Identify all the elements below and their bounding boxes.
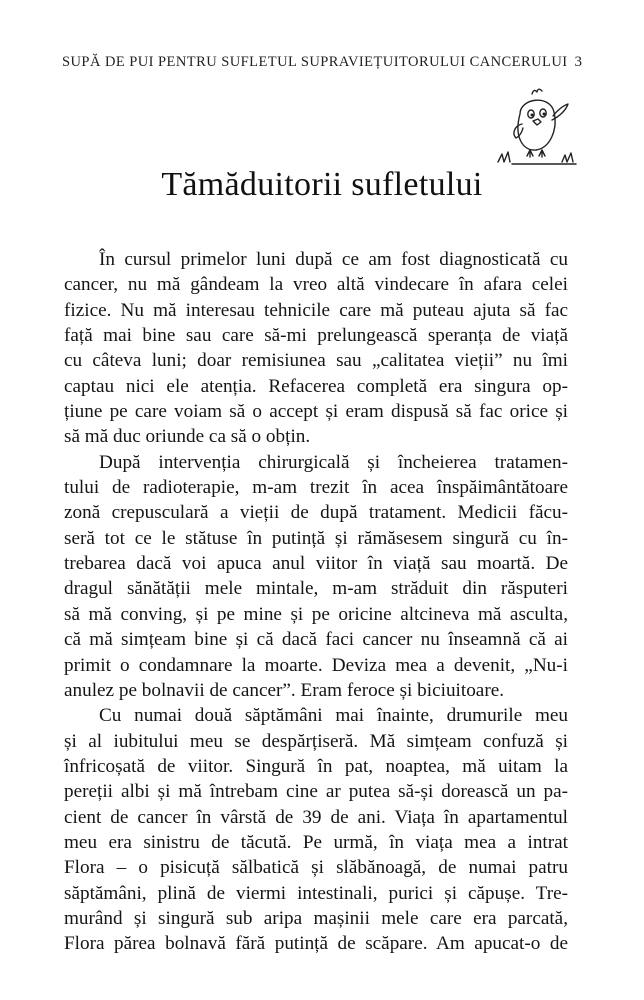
body-line: trebarea dacă voi apuca anul viitor în viață sau moartă. De xyxy=(64,553,568,575)
body-line: cancer, nu mă gândeam la vreo altă vindecare în afara celei xyxy=(64,274,568,296)
body-line: să mă duc oriunde ca să o obțin. xyxy=(64,426,311,448)
running-head xyxy=(62,54,582,71)
body-line: fizice. Nu mă interesau tehnicile care mă puteau ajuta să fac xyxy=(64,299,568,321)
body-line: pereții albi și mă întrebam cine ar putea să-și dorească un pa- xyxy=(64,781,568,803)
body-line: seră tot ce le stătuse în putință și rămăsesem singură cu în- xyxy=(64,527,568,549)
body-line: anulez pe bolnavii de cancer”. Eram feroce și biciuitoare. xyxy=(64,679,505,701)
body-line: După intervenția chirurgicală și încheierea tratamen- xyxy=(99,451,568,473)
body-line: cu câteva luni; doar remisiunea sau „calitatea vieții” nu îmi xyxy=(64,350,568,372)
body-line: Flora părea bolnavă fără putință de scăpare. Am apucat-o de xyxy=(64,933,568,955)
body-line: cient de cancer în vârstă de 39 de ani. Viața în apartamentul xyxy=(64,806,568,828)
chick-illustration-icon xyxy=(492,84,582,168)
body-line: că mă simțeam bine și că dacă faci cancer nu înseamnă că ai xyxy=(64,629,568,651)
chapter-body xyxy=(64,247,568,957)
body-line: Flora – o pisicuță sălbatică și slăbănoagă, de numai patru xyxy=(64,857,568,879)
page-number: 3 xyxy=(574,54,582,70)
body-line: În cursul primelor luni după ce am fost diagnosticată cu xyxy=(99,249,568,270)
body-line: săptămâni, plină de viermi intestinali, purici și căpușe. Tre- xyxy=(64,882,568,904)
body-line: captau nici ele atenția. Refacerea completă era singura op- xyxy=(64,375,568,397)
body-line: dragul sănătății mele mintale, m-am străduit din răsputeri xyxy=(64,578,568,600)
body-line: înfricoșată de viitor. Singură în pat, noaptea, mă uitam la xyxy=(64,755,568,777)
body-line: meu era sinistru de tăcută. Pe urmă, în viața mea a intrat xyxy=(64,831,568,853)
body-line: primit o condamnare la moarte. Deviza mea a devenit, „Nu-i xyxy=(64,654,568,676)
body-line: să mă conving, și pe mine și pe oricine altcineva mă asculta, xyxy=(64,603,568,625)
body-line: Cu numai două săptămâni mai înainte, drumurile meu xyxy=(99,705,568,727)
body-line: față mai bine sau care să-mi prelungească speranța de viață xyxy=(64,325,568,347)
body-line: și al iubitului meu se despărțiseră. Mă simțeam confuză și xyxy=(64,730,568,752)
body-line: murând și singură sub aripa mașinii mele care era parcată, xyxy=(64,907,568,929)
body-line: tului de radioterapie, m-am trezit în acea înspăimântătoare xyxy=(64,477,568,499)
chapter-title: Tămăduitorii sufletului xyxy=(161,166,483,203)
body-line: țiune pe care voiam să o accept și eram dispusă să fac orice și xyxy=(64,401,568,423)
running-head-title: SUPĂ DE PUI PENTRU SUFLETUL SUPRAVIEȚUITORULUI CANCERULUI xyxy=(62,54,568,70)
body-line: zonă crepusculară a vieții de după tratament. Medicii făcu- xyxy=(64,502,568,524)
